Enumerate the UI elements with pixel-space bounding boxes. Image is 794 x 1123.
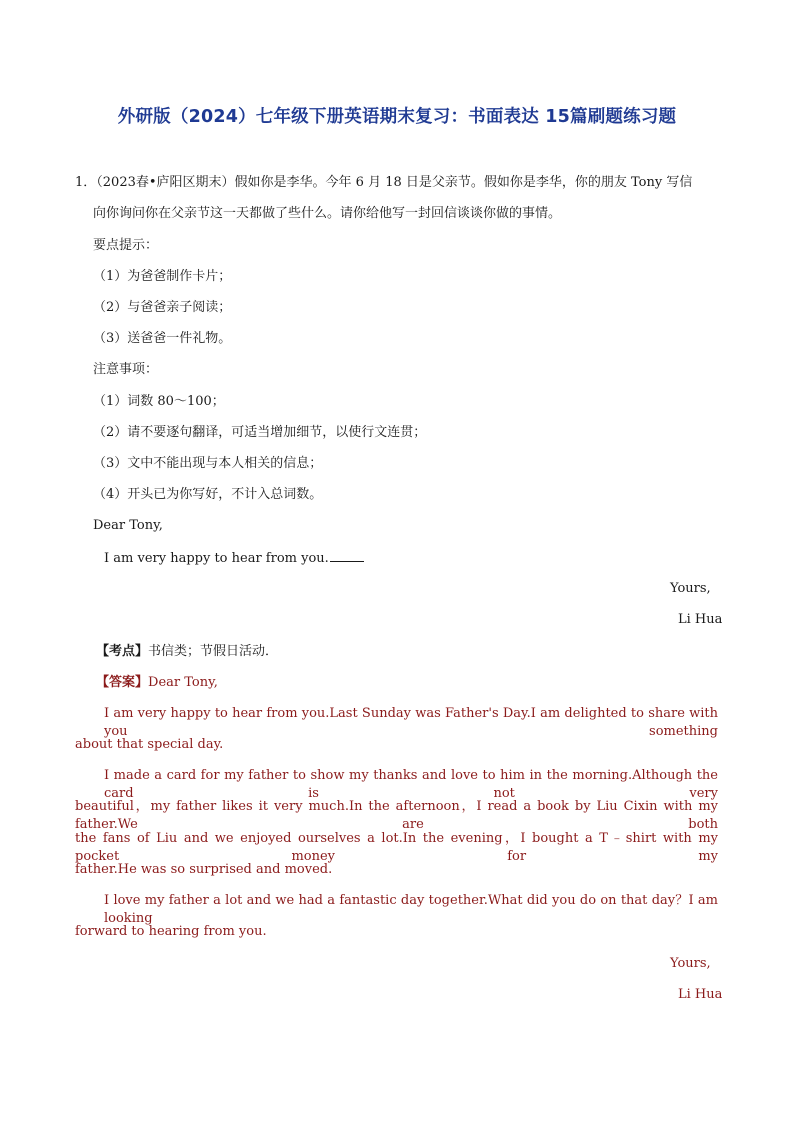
key-point-item: （3）送爸爸一件礼物。 [93, 331, 232, 346]
answer-line: I love my father a lot and we had a fantastic day together.What did you do on that day？I am looking [104, 893, 718, 926]
answer-line: beautiful，my father likes it very much.In the afternoon，I read a book by Liu Cixin with my father.We are both [75, 799, 718, 832]
key-point-item: （2）与爸爸亲子阅读； [93, 300, 232, 315]
kaodian-label: 【考点】 [96, 644, 149, 659]
question-prompt-2: 向你询问你在父亲节这一天都做了些什么。请你给他写一封回信谈谈你做的事情。 [93, 206, 562, 221]
letter-signature: Li Hua [678, 612, 723, 627]
note-item: （3）文中不能出现与本人相关的信息； [93, 456, 323, 471]
answer-greeting-line [96, 674, 218, 692]
document-title: 外研版（2024）七年级下册英语期末复习：书面表达 15篇刷题练习题 [117, 107, 677, 127]
answer-blank [330, 549, 364, 562]
letter-closing: Yours, [670, 581, 711, 596]
question-prompt-1: 假如你是李华。今年 6 月 18 日是父亲节。假如你是李华，你的朋友 Tony 写信 [234, 175, 693, 190]
question-number: 1． [75, 175, 97, 190]
kaodian-text: 书信类；节假日活动． [148, 644, 279, 659]
letter-opening: I am very happy to hear from you. [104, 551, 329, 566]
answer-line: I made a card for my father to show my thanks and love to him in the morning.Although the card is not very [104, 768, 718, 801]
note-item: （1）词数 80～100； [93, 394, 225, 409]
answer-label: 【答案】 [96, 675, 149, 690]
note-item: （4）开头已为你写好，不计入总词数。 [93, 487, 323, 502]
question-source: （2023春•庐阳区期末） [96, 175, 235, 190]
question-line-1 [75, 174, 692, 192]
note-item: （2）请不要逐句翻译，可适当增加细节，以使行文连贯； [93, 425, 427, 440]
answer-signature: Li Hua [678, 987, 723, 1002]
letter-greeting: Dear Tony, [93, 518, 163, 533]
letter-opening-line [104, 549, 364, 568]
answer-line: father.He was so surprised and moved. [75, 862, 333, 877]
notes-label: 注意事项： [93, 362, 159, 377]
answer-greeting: Dear Tony, [148, 675, 218, 690]
answer-closing: Yours, [670, 956, 711, 971]
answer-line: I am very happy to hear from you.Last Sunday was Father's Day.I am delighted to share with you something [104, 706, 718, 739]
answer-line: forward to hearing from you. [75, 924, 267, 939]
key-point-item: （1）为爸爸制作卡片； [93, 269, 232, 284]
answer-line: about that special day. [75, 737, 224, 752]
kaodian-line [96, 643, 278, 661]
key-points-label: 要点提示： [93, 238, 159, 253]
answer-line: the fans of Liu and we enjoyed ourselves a lot.In the evening，I bought a T﹣shirt with my pocket money for my [75, 831, 718, 864]
